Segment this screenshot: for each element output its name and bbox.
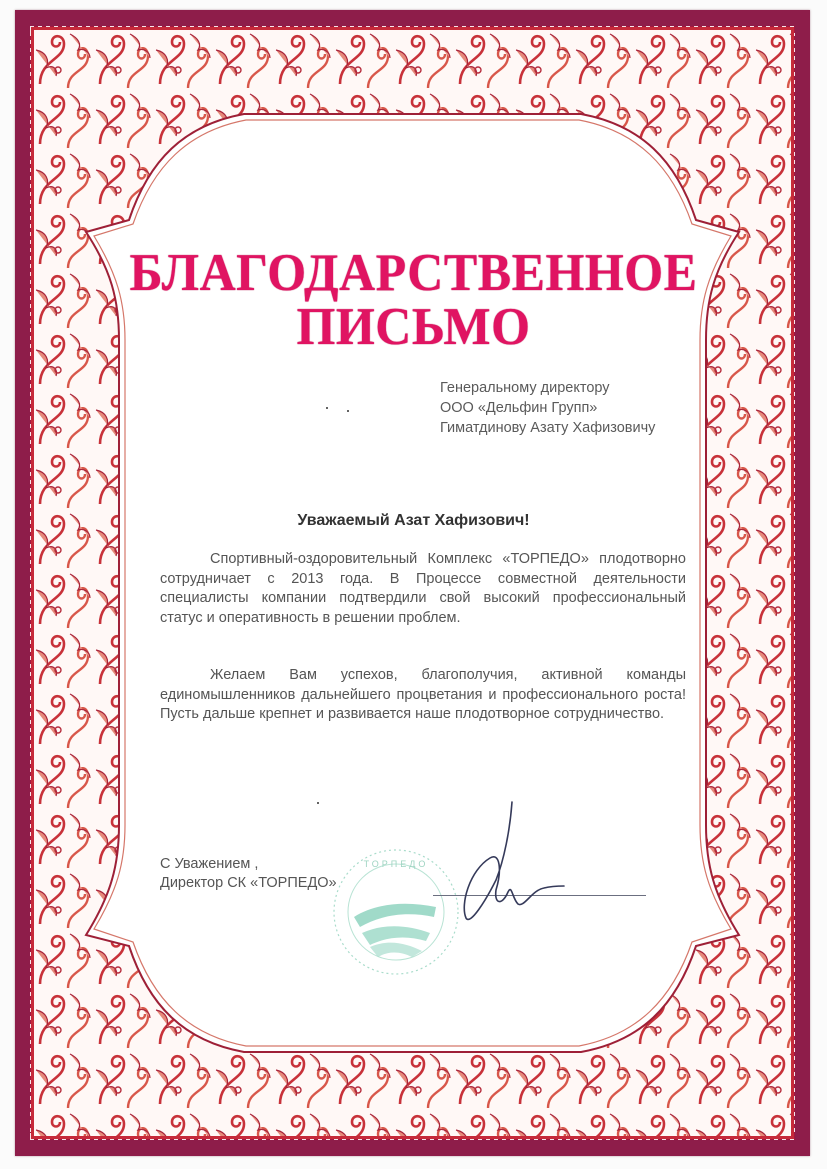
salutation: Уважаемый Азат Хафизович! bbox=[297, 512, 530, 529]
addressee-position: Генеральному директору bbox=[440, 380, 610, 396]
body-paragraph-2: Желаем Вам успехов, благополучия, активной команды единомышленников дальнейшего процветания и профессионального роста! Пусть дальше крепнет и развивается наше плодотворное сотрудничество. bbox=[160, 667, 686, 722]
letter-title-line2: ПИСЬМО bbox=[296, 296, 531, 356]
scan-speck bbox=[326, 407, 328, 409]
addressee-name: Гиматдинову Азату Хафизовичу bbox=[440, 420, 656, 436]
body-paragraph-1: Спортивный-оздоровительный Комплекс «ТОРПЕДО» плодотворно сотрудничает с 2013 года. В Процессе совместной деятельности специалисты компании подтвердили свой высокий профессиональный статус и оперативность в решении проблем. bbox=[160, 551, 686, 626]
scan-speck bbox=[347, 410, 349, 412]
addressee-block bbox=[440, 378, 655, 438]
signer-title: Директор СК «ТОРПЕДО» bbox=[160, 875, 337, 891]
addressee-company: ООО «Дельфин Групп» bbox=[440, 400, 598, 416]
closing-phrase: С Уважением , bbox=[160, 856, 259, 872]
scan-speck bbox=[317, 802, 319, 804]
handwritten-signature-icon bbox=[440, 800, 620, 950]
letter-title-line1: БЛАГОДАРСТВЕННОЕ bbox=[129, 242, 698, 302]
closing-block bbox=[160, 855, 337, 893]
svg-text:ТОРПЕДО: ТОРПЕДО bbox=[363, 859, 429, 869]
